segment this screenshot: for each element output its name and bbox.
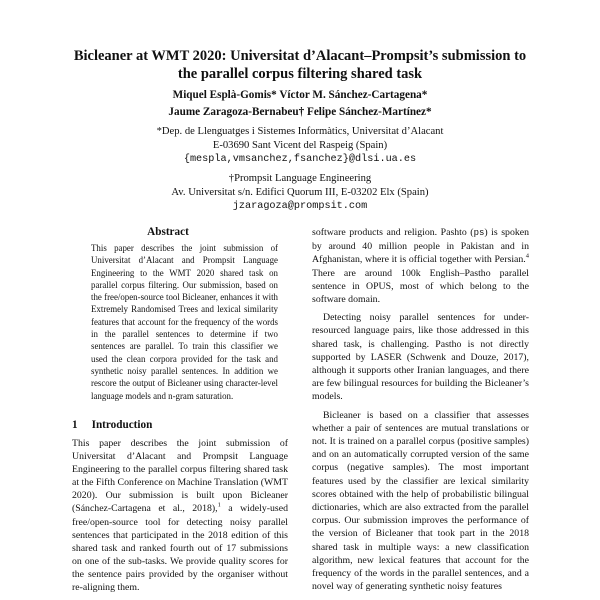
- affiliation-prompsit: [40, 172, 560, 214]
- affiliation-1-line-1: *Dep. de Llenguatges i Sistemes Informàtics, Universitat d’Alacant: [156, 126, 444, 137]
- affiliation-1-line-2: E-03690 Sant Vicent del Raspeig (Spain): [212, 140, 388, 151]
- paper-title-line-2: the parallel corpus filtering shared task: [177, 66, 423, 82]
- paper-title-line-1: Bicleaner at WMT 2020: Universitat d’Alacant–Prompsit’s submission to: [73, 48, 527, 64]
- footnote-marker-4: 4: [525, 253, 529, 261]
- introduction-paragraph: [72, 437, 288, 594]
- affiliation-2-line-2: Av. Universitat s/n. Edifici Quorum III, E-03202 Elx (Spain): [171, 187, 429, 198]
- footnote-marker-1: 1: [217, 502, 221, 510]
- language-code: ps: [473, 228, 485, 238]
- right-paragraph-3: Bicleaner is based on a classifier that assesses whether a pair of sentences are mutual translations or not. It is trained on a parallel corpus (positive samples) and on an automatically corrupted version of the same corpus (negative samples). The most important features used by the classifier are lexical similarity scores obtained with the help of probabilistic bilingual dictionaries, which are also extracted from the parallel corpus. Our submission improves the performance of the version of Bicleaner that took part in the 2018 shared task in multiple ways: a new classification algorithm, new lexical features that account for the frequency of the words in the parallel sentences, and a novel way of generating synthetic noisy features: [312, 409, 529, 593]
- authors-line-2: Jaume Zaragoza-Bernabeu† Felipe Sánchez-Martínez*: [168, 106, 432, 118]
- introduction-text-a: This paper describes the joint submission of Universitat d’Alacant and Prompsit Language Engineering to the parallel corpus filtering shared task at the Fifth Conference on Machine Translation (WMT 2020). Our submission is built upon Bicleaner (Sánchez-Cartagena et al., 2018),: [72, 438, 288, 515]
- section-heading-introduction: [72, 419, 166, 431]
- introduction-body: [72, 437, 288, 594]
- abstract-heading: Abstract: [147, 226, 189, 238]
- right-p1-text-b: ) is spoken by around 40 million people in Pakistan and in Afghanistan, where it is official together with Persian.: [312, 227, 530, 266]
- right-column-body: [312, 226, 529, 598]
- affiliation-2-line-1: †Prompsit Language Engineering: [228, 173, 372, 184]
- right-paragraph-1: [312, 226, 529, 306]
- introduction-text-b: a widely-used free/open-source tool for detecting noisy parallel sentences that participated in the 2018 edition of this shared task and ranked fourth out of 17 submissions on one of the sub-tasks. We provide quality scores for the sentence pairs provided by the organiser without re-aligning them.: [72, 503, 288, 594]
- section-number: 1: [72, 419, 78, 431]
- abstract-body: This paper describes the joint submission of Universitat d’Alacant and Prompsit Language Engineering to the WMT 2020 shared task on parallel corpus filtering. Our submission, based on the free/open-source tool Bicleaner, enhances it with Extremely Randomised Trees and lexical similarity features that account for the frequency of the words in the parallel sentences to determine if two sentences are parallel. To train this classifier we used the clean corpora provided for the task and synthetic noisy parallel sentences. In addition we rescore the output of Bicleaner using character-level language models and n-gram saturation.: [91, 243, 278, 401]
- affiliation-2-email: jzaragoza@prompsit.com: [232, 201, 368, 212]
- right-paragraph-2: Detecting noisy parallel sentences for under-resourced language pairs, like those addressed in this shared task, is challenging. Pastho is not directly supported by LASER (Schwenk and Douze, 2017), although it supports other Iranian languages, and there are few bilingual resources for building the Bicleaner’s models.: [312, 312, 529, 403]
- right-p1-text-a: software products and religion. Pashto (: [312, 227, 474, 238]
- paper-title: [40, 47, 560, 83]
- authors-line-1: Miquel Esplà-Gomis* Víctor M. Sánchez-Cartagena*: [172, 89, 428, 101]
- right-p1-text-c: There are around 100k English–Pastho parallel sentence in OPUS, most of which belong to the software domain.: [312, 267, 529, 306]
- affiliation-alacant: [40, 125, 560, 167]
- section-title: Introduction: [91, 419, 153, 431]
- author-list: [40, 87, 560, 121]
- affiliation-1-email: {mespla,vmsanchez,fsanchez}@dlsi.ua.es: [183, 154, 417, 165]
